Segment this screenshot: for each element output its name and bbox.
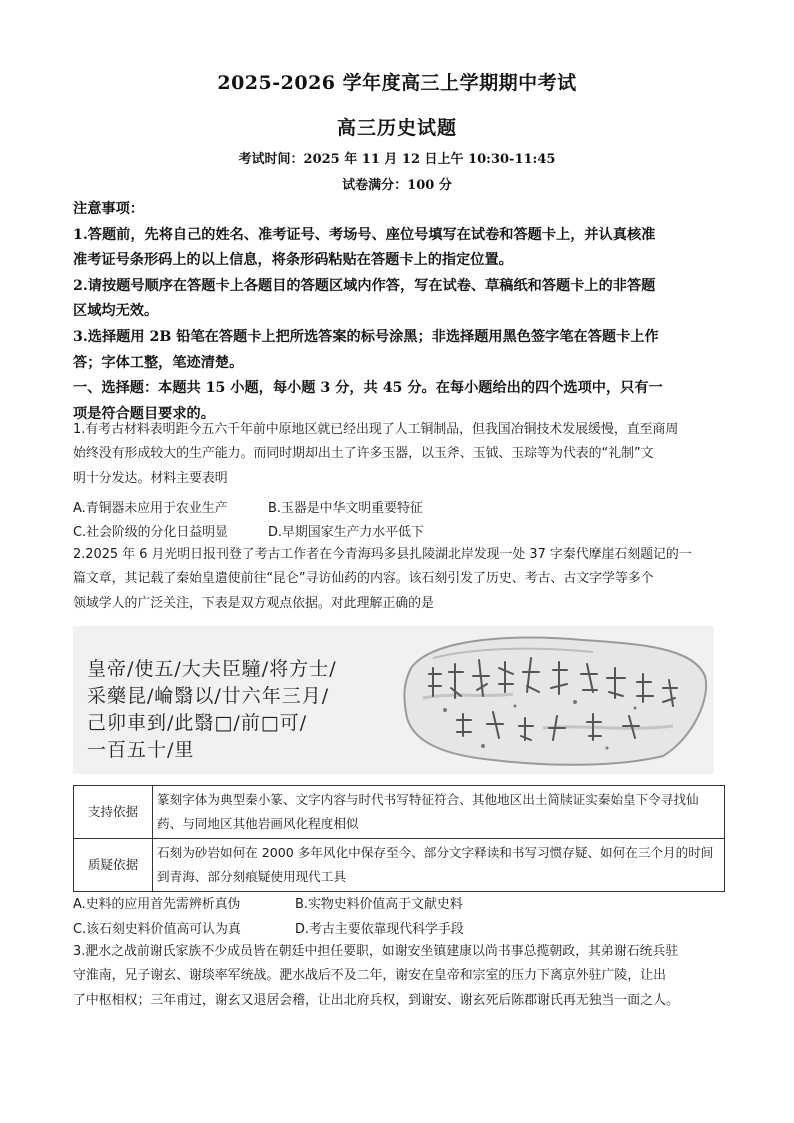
question-2-stem-line: 领域学人的广泛关注，下表是双方观点依据。对此理解正确的是 bbox=[73, 595, 434, 611]
instruction-line: 区域均无效。 bbox=[73, 303, 159, 320]
instruction-line: 3.选择题用 2B 铅笔在答题卡上把所选答案的标号涂黑；非选择题用黑色签字笔在答题卡上作 bbox=[73, 328, 659, 345]
question-1-stem-line: 明十分发达。材料主要表明 bbox=[73, 470, 228, 486]
inscription-line: 采藥昆/崘翳以/廿六年三月/ bbox=[87, 685, 330, 707]
evidence-table bbox=[73, 785, 725, 892]
question-3-stem-line: 了中枢相权；三年甫过，谢玄又退居会稽，让出北府兵权，到谢安、谢玄死后陈郡谢氏再无独当一面之人。 bbox=[73, 992, 679, 1008]
instruction-line: 1.答题前，先将自己的姓名、准考证号、考场号、座位号填写在试卷和答题卡上，并认真核准 bbox=[73, 226, 656, 243]
exam-time: 考试时间：2025 年 11 月 12 日上午 10:30-11:45 bbox=[238, 152, 556, 167]
inscription-line: 皇帝/使五/大夫臣䮵/将方士/ bbox=[87, 658, 337, 680]
doubt-basis-text: 石刻为砂岩如何在 2000 多年风化中保存至今、部分文字释读和书写习惯存疑、如何在三个月的时间到青海、部分刻痕疑使用现代工具 bbox=[153, 839, 725, 892]
question-2 bbox=[73, 543, 725, 616]
question-2-options-row-1 bbox=[73, 893, 463, 912]
option-d: D.考古主要依靠现代科学手段 bbox=[295, 922, 464, 937]
option-b: B.实物史料价值高于文献史料 bbox=[295, 897, 463, 912]
instructions bbox=[73, 197, 723, 427]
support-basis-text: 篆刻字体为典型秦小篆、文字内容与时代书写特征符合、其他地区出土简牍证实秦始皇下令寻找仙药、与同地区其他岩画风化程度相似 bbox=[153, 786, 725, 839]
inscription-transcription bbox=[87, 656, 337, 764]
question-1-stem-line: 始终没有形成较大的生产能力。而同时期却出土了许多玉器，以玉斧、玉钺、玉琮等为代表的“礼制”文 bbox=[73, 446, 654, 462]
section-heading: 项是符合题目要求的。 bbox=[73, 405, 215, 422]
full-score: 试卷满分：100 分 bbox=[342, 178, 452, 193]
option-b: B.玉器是中华文明重要特征 bbox=[268, 501, 423, 516]
inscription-line: 己卯車到/此翳□/前□可/ bbox=[87, 712, 308, 734]
option-d: D.早期国家生产力水平低下 bbox=[268, 525, 424, 540]
stone-carving-rubbing-image bbox=[393, 628, 713, 772]
inscription-figure bbox=[73, 626, 714, 774]
question-2-stem-line: 篇文章，其记载了秦始皇遣使前往“昆仑”寻访仙药的内容。该石刻引发了历史、考古、古文字学等多个 bbox=[73, 571, 654, 587]
question-2-options-row-2 bbox=[73, 918, 464, 937]
option-a: A.青铜器未应用于农业生产 bbox=[73, 501, 228, 516]
section-heading: 一、选择题：本题共 15 小题，每小题 3 分，共 45 分。在每小题给出的四个选项中，只有一 bbox=[73, 380, 663, 397]
question-1-options-row-1 bbox=[73, 497, 423, 516]
question-3-stem-line: 守淮南，兄子谢玄、谢琰率军统战。淝水战后不及二年，谢安在皇帝和宗室的压力下离京外驻广陵，让出 bbox=[73, 968, 666, 984]
exam-subtitle: 高三历史试题 bbox=[336, 117, 457, 139]
instruction-line: 2.请按题号顺序在答题卡上各题目的答题区域内作答，写在试卷、草稿纸和答题卡上的非答题 bbox=[73, 277, 656, 294]
question-2-stem-line: 2.2025 年 6 月光明日报刊登了考古工作者在今青海玛多县扎陵湖北岸发现一处 37 字秦代摩崖石刻题记的一 bbox=[73, 547, 692, 562]
table-row bbox=[74, 839, 725, 892]
option-c: C.该石刻史料价值高可认为真 bbox=[73, 922, 241, 937]
question-3 bbox=[73, 940, 725, 1013]
instruction-line: 准考证号条形码上的以上信息，将条形码粘贴在答题卡上的指定位置。 bbox=[73, 252, 513, 269]
question-1 bbox=[73, 418, 725, 491]
instruction-line: 答；字体工整，笔迹清楚。 bbox=[73, 354, 244, 371]
option-a: A.史料的应用首先需辨析真伪 bbox=[73, 897, 241, 912]
table-row bbox=[74, 786, 725, 839]
instructions-heading: 注意事项： bbox=[73, 201, 144, 217]
exam-title: 2025-2026 学年度高三上学期期中考试 bbox=[217, 72, 577, 94]
doubt-basis-header: 质疑依据 bbox=[74, 839, 153, 892]
support-basis-header: 支持依据 bbox=[74, 786, 153, 839]
question-3-stem-line: 3.淝水之战前谢氏家族不少成员皆在朝廷中担任要职，如谢安坐镇建康以尚书事总揽朝政，其弟谢石统兵驻 bbox=[73, 944, 679, 959]
question-1-stem-line: 1.有考古材料表明距今五六千年前中原地区就已经出现了人工铜制品，但我国冶铜技术发展缓慢，直至商周 bbox=[73, 422, 679, 437]
option-c: C.社会阶级的分化日益明显 bbox=[73, 525, 228, 540]
inscription-line: 一百五十/里 bbox=[87, 739, 195, 761]
question-1-options-row-2 bbox=[73, 521, 424, 540]
